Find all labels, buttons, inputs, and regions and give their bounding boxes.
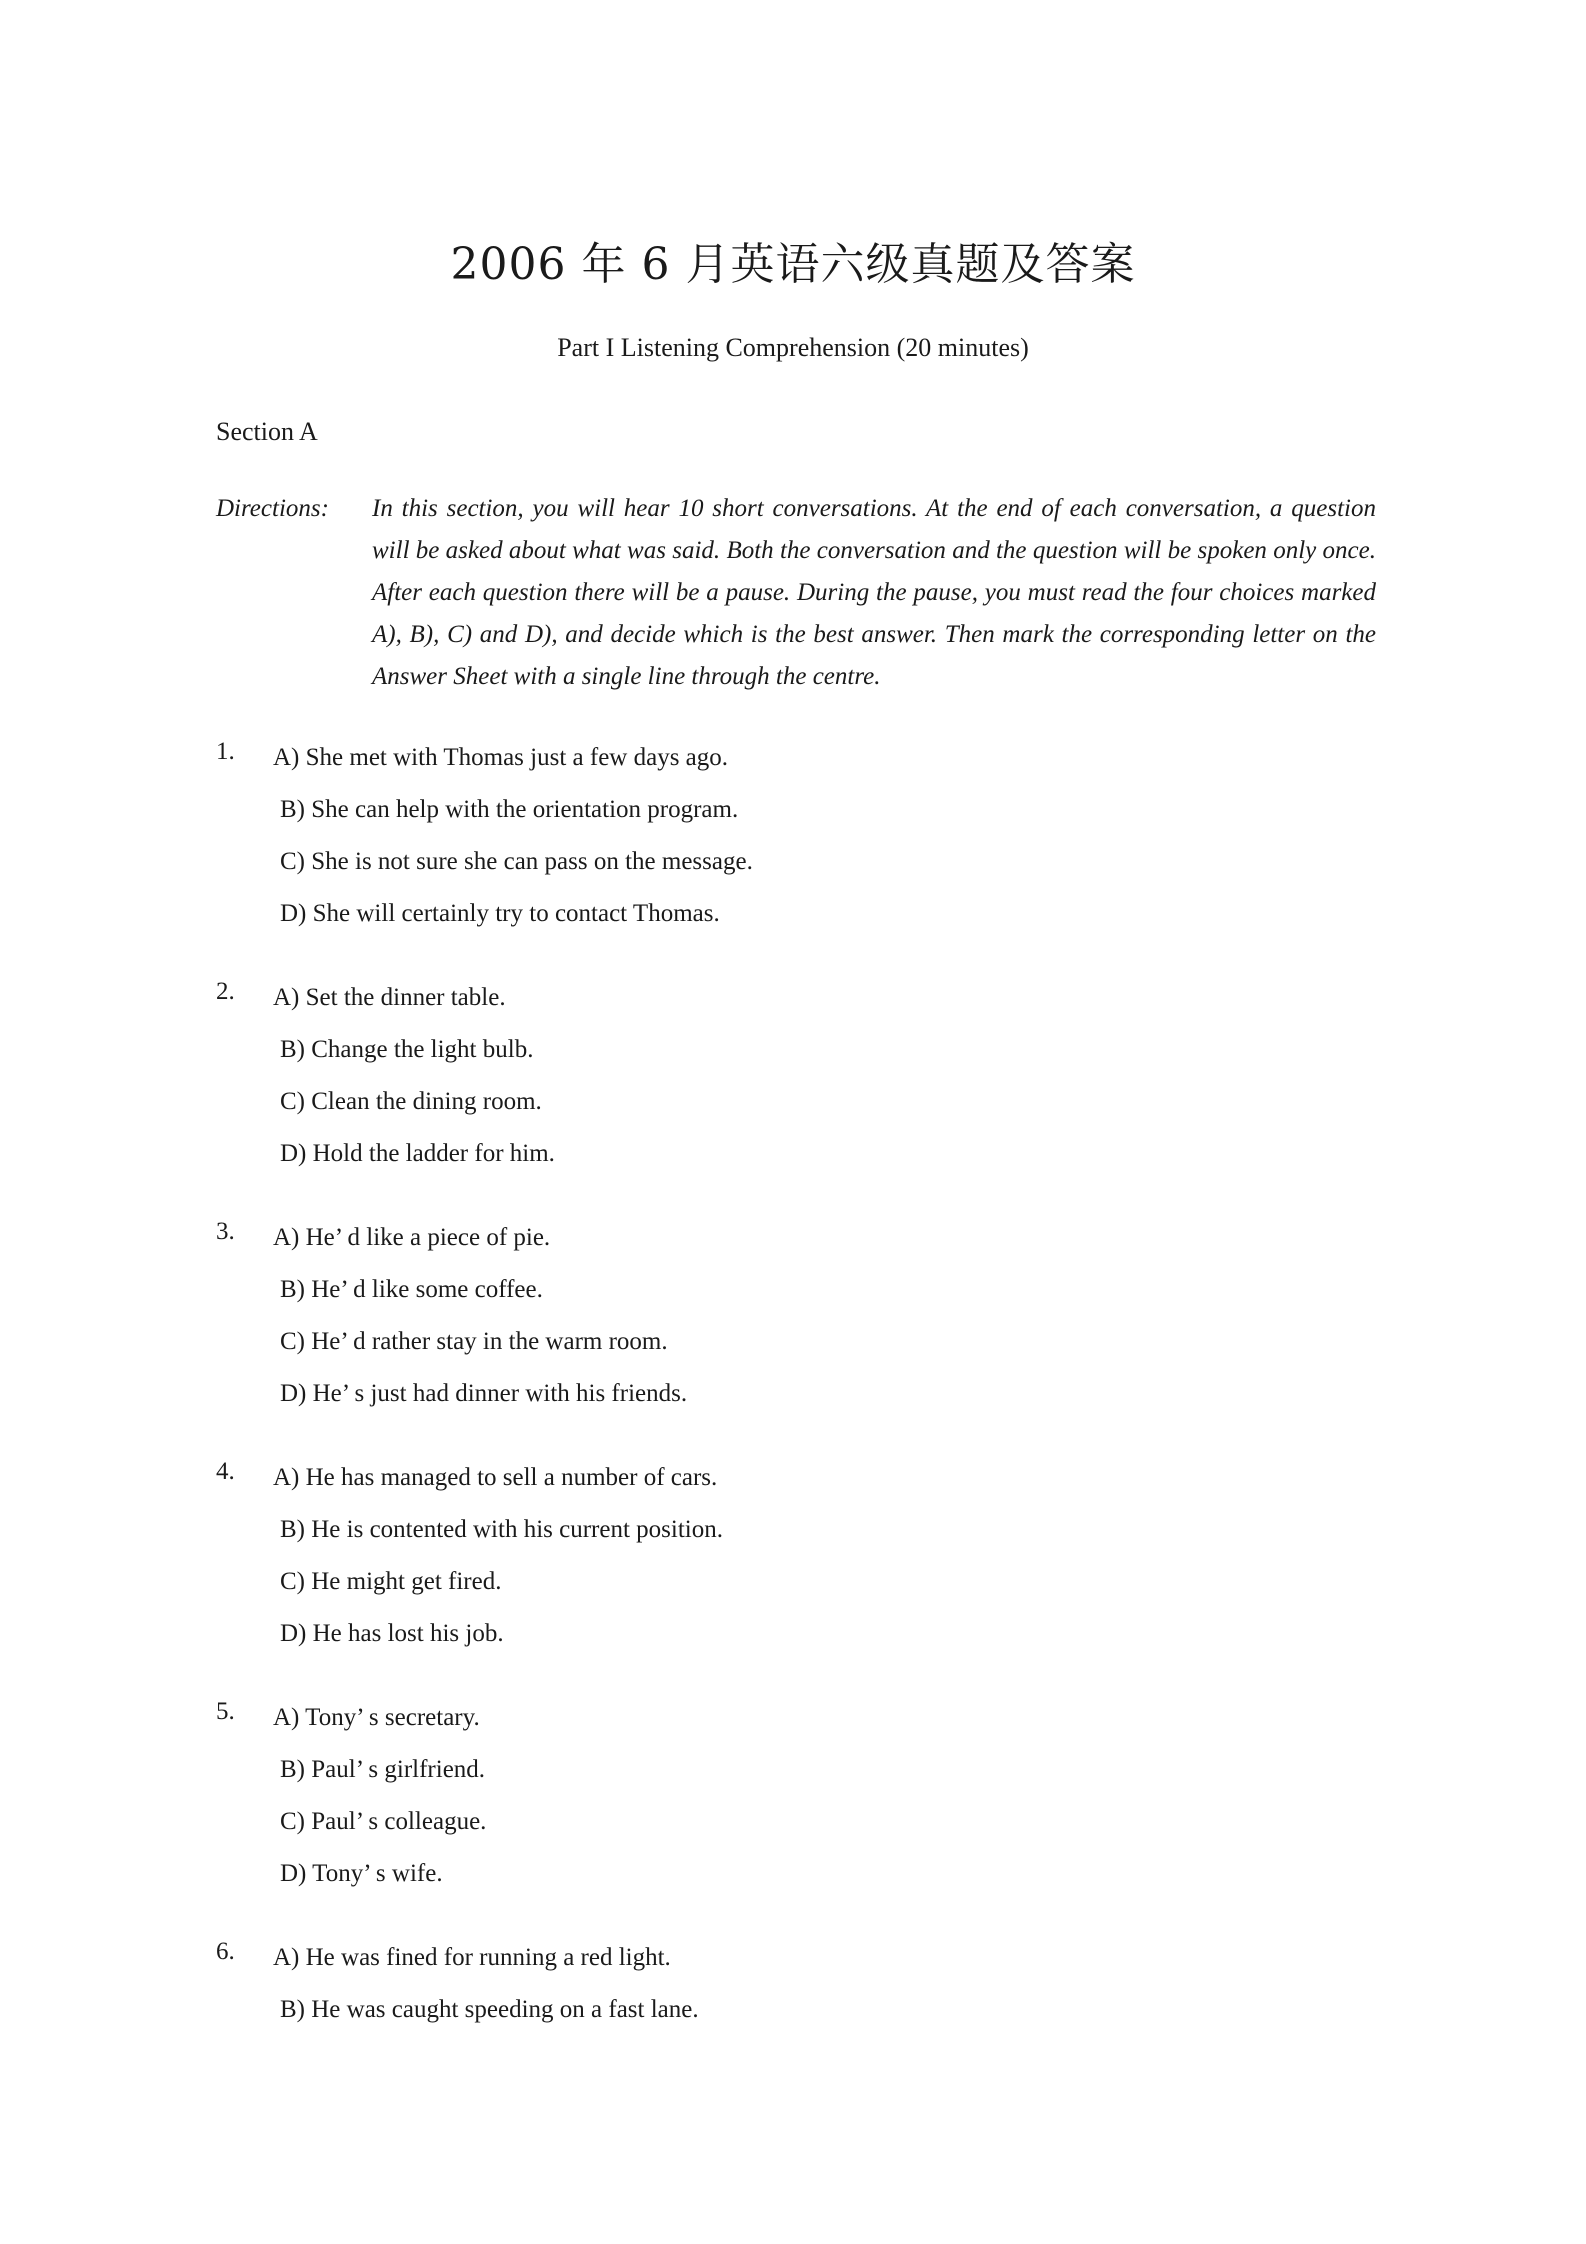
- question-number: 4.: [216, 1458, 235, 1485]
- option-c: C) She is not sure she can pass on the message.: [280, 848, 753, 875]
- directions-block: [216, 488, 1376, 698]
- part-heading: Part I Listening Comprehension (20 minutes): [557, 333, 1029, 362]
- option-d: D) He has lost his job.: [280, 1620, 504, 1647]
- option-a: A) He’ d like a piece of pie.: [273, 1224, 551, 1251]
- question-3: [216, 1218, 1376, 1426]
- directions-text: In this section, you will hear 10 short conversations. At the end of each conversation, a question will be asked about what was said. Both the conversation and the question will be spoken only once. After each question there will be a pause. During the pause, you must read the four choices marked A), B), C) and D), and decide which is the best answer. Then mark the corresponding letter on the Answer Sheet with a single line through the centre.: [372, 495, 1376, 690]
- option-a: A) He has managed to sell a number of cars.: [273, 1464, 718, 1491]
- question-number: 5.: [216, 1698, 235, 1725]
- section-heading: Section A: [216, 417, 318, 446]
- question-number: 6.: [216, 1938, 235, 1965]
- question-6: [216, 1938, 1376, 2042]
- option-d: D) He’ s just had dinner with his friends.: [280, 1380, 688, 1407]
- question-1: [216, 738, 1376, 946]
- question-2: [216, 978, 1376, 1186]
- option-a: A) He was fined for running a red light.: [273, 1944, 671, 1971]
- question-number: 2.: [216, 978, 235, 1005]
- option-d: D) Tony’ s wife.: [280, 1860, 443, 1887]
- question-list: [216, 738, 1376, 2074]
- option-a: A) Tony’ s secretary.: [273, 1704, 480, 1731]
- option-a: A) Set the dinner table.: [273, 984, 506, 1011]
- question-number: 3.: [216, 1218, 235, 1245]
- option-d: D) She will certainly try to contact Thomas.: [280, 900, 720, 927]
- document-title: 2006 年 6 月英语六级真题及答案: [450, 239, 1136, 290]
- option-c: C) Paul’ s colleague.: [280, 1808, 487, 1835]
- question-number: 1.: [216, 738, 235, 765]
- option-b: B) Change the light bulb.: [280, 1036, 534, 1063]
- question-5: [216, 1698, 1376, 1906]
- option-b: B) He is contented with his current position.: [280, 1516, 723, 1543]
- question-4: [216, 1458, 1376, 1666]
- option-b: B) He’ d like some coffee.: [280, 1276, 543, 1303]
- option-c: C) He might get fired.: [280, 1568, 502, 1595]
- directions-label: Directions:: [216, 495, 329, 522]
- option-d: D) Hold the ladder for him.: [280, 1140, 555, 1167]
- option-b: B) She can help with the orientation program.: [280, 796, 739, 823]
- option-c: C) He’ d rather stay in the warm room.: [280, 1328, 668, 1355]
- option-a: A) She met with Thomas just a few days ago.: [273, 744, 729, 771]
- option-c: C) Clean the dining room.: [280, 1088, 542, 1115]
- option-b: B) Paul’ s girlfriend.: [280, 1756, 486, 1783]
- option-b: B) He was caught speeding on a fast lane.: [280, 1996, 699, 2023]
